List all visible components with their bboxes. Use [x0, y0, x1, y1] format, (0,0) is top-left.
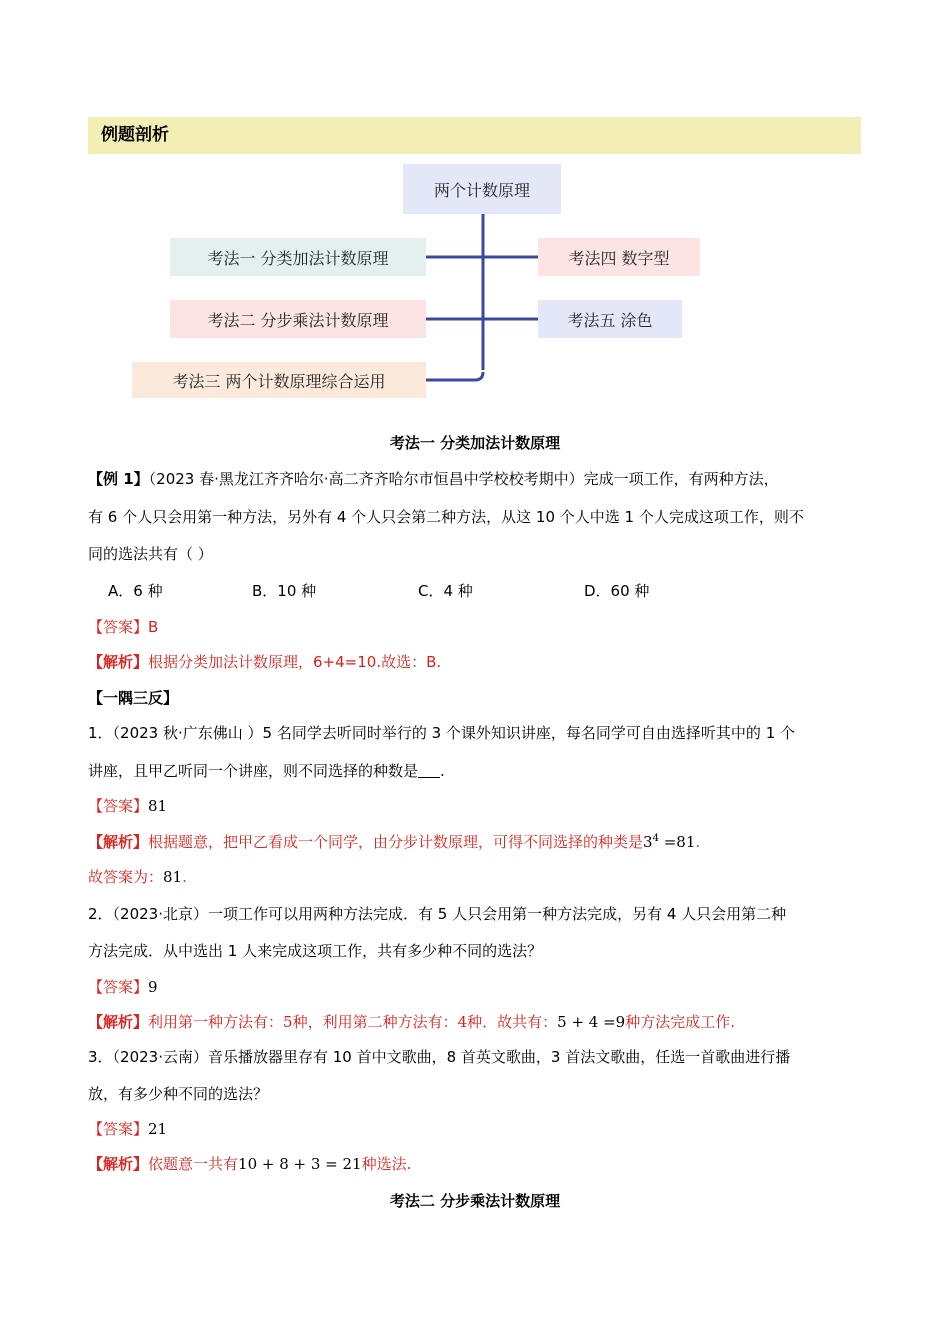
answer-value: B — [148, 618, 159, 636]
analysis-text: 根据题意，把甲乙看成一个同学，由分步计数原理，可得不同选择的种类是 — [148, 833, 644, 851]
q1-answer — [88, 795, 167, 816]
option-d: D．60 种 — [584, 582, 650, 600]
analysis-tag: 【解析】 — [88, 1013, 149, 1031]
heading-method-1: 考法一 分类加法计数原理 — [389, 434, 561, 452]
q2-number: 2． — [88, 905, 113, 923]
q3-line2: 放，有多少种不同的选法？ — [88, 1085, 269, 1103]
mindmap-root: 两个计数原理 — [403, 164, 561, 214]
option-a: A．6 种 — [108, 582, 163, 600]
analysis-formula: 10 + 8 + 3 = 21 — [238, 1155, 362, 1173]
example1-answer — [88, 616, 158, 637]
analysis-tag: 【解析】 — [88, 833, 149, 851]
example1-line3: 同的选法共有（ ） — [88, 545, 213, 563]
analysis-text-d: 种方法完成工作. — [625, 1013, 736, 1031]
q1-number: 1． — [88, 724, 113, 742]
heading-method-2: 考法二 分步乘法计数原理 — [389, 1192, 561, 1210]
analysis-value-1: 5 — [283, 1013, 293, 1031]
conclusion-value: 81 — [163, 868, 183, 886]
answer-tag: 【答案】 — [88, 1120, 149, 1138]
example1-line1 — [88, 468, 779, 489]
q3-line1 — [88, 1046, 790, 1067]
example1-line2: 有 6 个人只会用第一种方法，另外有 4 个人只会第二种方法，从这 10 个人中选 1 个人完成这项工作，则不 — [88, 508, 804, 526]
analysis-tag: 【解析】 — [88, 653, 149, 671]
analysis-formula: $3^4 =81$ — [643, 833, 696, 851]
answer-tag: 【答案】 — [88, 618, 149, 636]
mindmap-node-method-4: 考法四 数字型 — [538, 238, 700, 276]
option-c: C．4 种 — [418, 582, 473, 600]
analysis-value-2: 4 — [457, 1013, 468, 1031]
q3-text1: （2023·云南）音乐播放器里存有 10 首中文歌曲，8 首英文歌曲，3 首法文歌曲，任选一首歌曲进行播 — [112, 1048, 791, 1066]
example1-tag: 【例 1】 — [88, 470, 149, 488]
q1-text2: 讲座，且甲乙听同一个讲座，则不同选择的种数是 — [88, 762, 419, 780]
example1-analysis — [88, 651, 441, 672]
q2-analysis — [88, 1011, 735, 1032]
yiyu-title: 【一隅三反】 — [88, 689, 179, 707]
answer-tag: 【答案】 — [88, 978, 149, 996]
mindmap-node-method-2: 考法二 分步乘法计数原理 — [170, 300, 426, 338]
conclusion-text: 故答案为： — [88, 868, 164, 886]
analysis-text-b: 种，利用第二种方法有： — [292, 1013, 458, 1031]
q3-number: 3． — [88, 1048, 113, 1066]
mindmap-node-method-1: 考法一 分类加法计数原理 — [170, 238, 426, 276]
mindmap-node-method-3: 考法三 两个计数原理综合运用 — [132, 362, 426, 398]
example1-text1: （2023 春·黑龙江齐齐哈尔·高二齐齐哈尔市恒昌中学校校考期中）完成一项工作，有两种方法， — [148, 470, 779, 488]
answer-value: 21 — [148, 1120, 168, 1138]
answer-value: 9 — [148, 978, 158, 996]
mindmap — [0, 0, 950, 420]
analysis-tag: 【解析】 — [88, 1155, 149, 1173]
analysis-end: . — [695, 833, 701, 851]
analysis-text-a: 依题意一共有 — [148, 1155, 239, 1173]
answer-tag: 【答案】 — [88, 797, 149, 815]
q2-line2: 方法完成．从中选出 1 人来完成这项工作，共有多少种不同的选法？ — [88, 942, 543, 960]
q1-blank — [418, 763, 440, 778]
analysis-formula: 5 + 4 =9 — [557, 1013, 626, 1031]
analysis-text-c: 种．故共有： — [467, 1013, 558, 1031]
q1-conclusion — [88, 866, 187, 887]
analysis-text: 根据分类加法计数原理，6+4=10.故选：B. — [148, 653, 442, 671]
q1-analysis — [88, 831, 700, 852]
conclusion-end: . — [182, 868, 187, 886]
q1-text1: （2023 秋·广东佛山 ）5 名同学去听同时举行的 3 个课外知识讲座，每名同学可自由选择听其中的 1 个 — [112, 724, 795, 742]
q2-line1 — [88, 903, 786, 924]
q2-text1: （2023·北京）一项工作可以用两种方法完成．有 5 人只会用第一种方法完成，另有 4 人只会用第二种 — [112, 905, 787, 923]
analysis-text-a: 利用第一种方法有： — [148, 1013, 284, 1031]
q3-analysis — [88, 1153, 411, 1174]
q1-line1 — [88, 722, 795, 743]
q3-answer — [88, 1118, 167, 1139]
q2-answer — [88, 976, 158, 997]
option-b: B．10 种 — [252, 582, 317, 600]
analysis-text-b: 种选法. — [361, 1155, 412, 1173]
mindmap-node-method-5: 考法五 涂色 — [538, 300, 682, 338]
q1-line2 — [88, 760, 445, 781]
q1-text2-end: . — [440, 762, 445, 780]
answer-value: 81 — [148, 797, 168, 815]
section-title-bar: 例题剖析 — [88, 117, 861, 154]
